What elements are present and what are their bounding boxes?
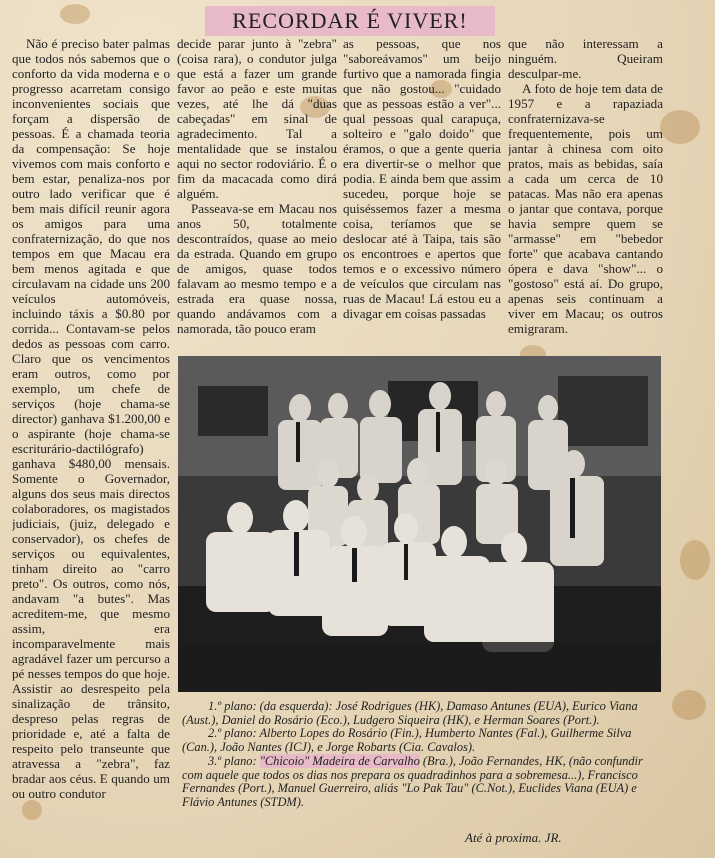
caption-highlighted-name: "Chicoio" Madeira de Carvalho — [259, 753, 420, 768]
article-column-2 — [177, 36, 337, 354]
article-column-3 — [343, 36, 501, 354]
article-title: RECORDAR É VIVER! — [205, 6, 495, 36]
stain — [680, 540, 710, 580]
article-column-1 — [12, 36, 170, 846]
stain — [60, 4, 90, 24]
column-4-paragraph: A foto de hoje tem data de 1957 e a rapaziada confraternizava-se frequentemente, pois um jantar à chinesa com oito pratos, mais as bebidas, saía a cada um cerca de 10 patacas. Mas não era apenas o jantar que contava, porque havia sempre quem se "armasse" em "bebedor forte" que acabava cantando ópera e dava "show"... o "gostoso" está aí. Do grupo, apenas seis continuam a viver em Macau; os outros emigraram. — [508, 81, 663, 336]
caption-third-row — [182, 755, 660, 810]
column-4-text: que não interessam a ninguém. Queiram desculpar-me. — [508, 36, 663, 81]
group-photo — [178, 356, 661, 692]
signature: Até à proxima. JR. — [465, 830, 562, 845]
column-2-paragraph: Passeava-se em Macau nos anos 50, totalmente descontraídos, quase ao meio da estrada. Quando em grupo de amigos, quase todos falavam ao mesmo tempo e a estrada era quase nossa, quando andávamos com a namorada, tão pouco eram — [177, 201, 337, 336]
column-2-text: decide parar junto à "zebra" (coisa rara), o condutor julga que está a fazer um grande favor ao peão e este muitas vezes, até lhe dá "duas cabeçadas" em sinal de agradecimento. Tal a mentalidade que se instalou aqui no sector rodoviário. É o fim da macacada como dirá alguém. — [177, 36, 337, 201]
column-3-text: as pessoas, que nos "saboreávamos" um beijo furtivo que a namorada fingia que não gostou... "cuidado que as pessoas estão a ver"... qual pessoas qual carapuça, solteiro e "galo doido" que éramos, o que a gente queria era divertir-se o melhor que podia. E ainda bem que assim sucedeu, porque hoje se quiséssemos fazer a mesma coisa, teríamos que se deslocar até à Taipa, tais são os encontroes e apertos que temos e o excessivo número de veículos que circulam nas ruas de Macau! Lá estou eu a divagar em coisas passadas — [343, 36, 501, 321]
caption-first-row: 1.º plano: (da esquerda): José Rodrigues (HK), Damaso Antunes (EUA), Eurico Viana (Aust.), Daniel do Rosário (Eco.), Ludgero Siqueira (HK), e Herman Soares (Port.). — [182, 699, 638, 727]
photo-caption — [182, 700, 660, 810]
caption-second-row: 2.º plano: Alberto Lopes do Rosário (Fin.), Humberto Nantes (Fal.), Guilherme Silva (Can.), João Nantes (ICJ), e Jorge Robarts (Cia. Cavalos). — [182, 726, 632, 755]
caption-third-row-label: 3.º plano: — [208, 753, 260, 768]
group-photo-image — [178, 356, 661, 692]
caption-third-row-rest: (Bra.), João Fernandes, HK, (não confundir com aquele que todos os dias nos prepara os quadradinhos para a sobremesa...), Francisco Fernandes (Port.), Manuel Guerreiro, aliás "Lo Pak Tau" (C.Not.), Euclides Viana (EUA) e Flávio Antunes (STDM). — [182, 753, 643, 809]
stain — [672, 690, 706, 720]
article-column-4 — [508, 36, 663, 354]
column-1-text: Não é preciso bater palmas que todos nós sabemos que o conforto da vida moderna e o progresso acarretam consigo inconvenientes sociais que forçam a dispersão de pessoas. É a chamada teoria da compensação: Se hoje vivemos com mais conforto e bem estar, penaliza-nos por outro lado verificar que é bem mais difícil reunir agora os amigos para uma confraternização, do que nos tempos em que Macau era bem menos agitada e que circulavam na cidade uns 200 veículos automóveis, incluindo táxis a $0.80 por corrida... Contavam-se pelos dedos as pessoas com carro. Claro que os vencimentos eram outros, como por exemplo, um chefe de serviços (hoje chama-se director) ganhava $1.200,00 e o aspirante (hoje chama-se escriturário-dactilógrafo) ganhava $480,00 mensais. Somente o Governador, alguns dos seus mais directos colaboradores, os magistados judiciais, (juiz, delegado e conservador), os chefes de serviços ou equivalentes, tinham direito ao "carro preto". Os outros, como nós, andavam "a butes". Mas acreditem-me, que mesmo assim, era incomparavelmente mais agradável fazer um percurso a pé nesses tempos do que hoje. Assistir ao desrespeito pela sinalização de trânsito, despreso pelas regras de prioridade e, até a falta de respeito pelo transeunte que atravessa a "zebra", faz bradar aos céus. E quando um ou outro condutor — [12, 36, 170, 801]
stain — [660, 110, 700, 144]
